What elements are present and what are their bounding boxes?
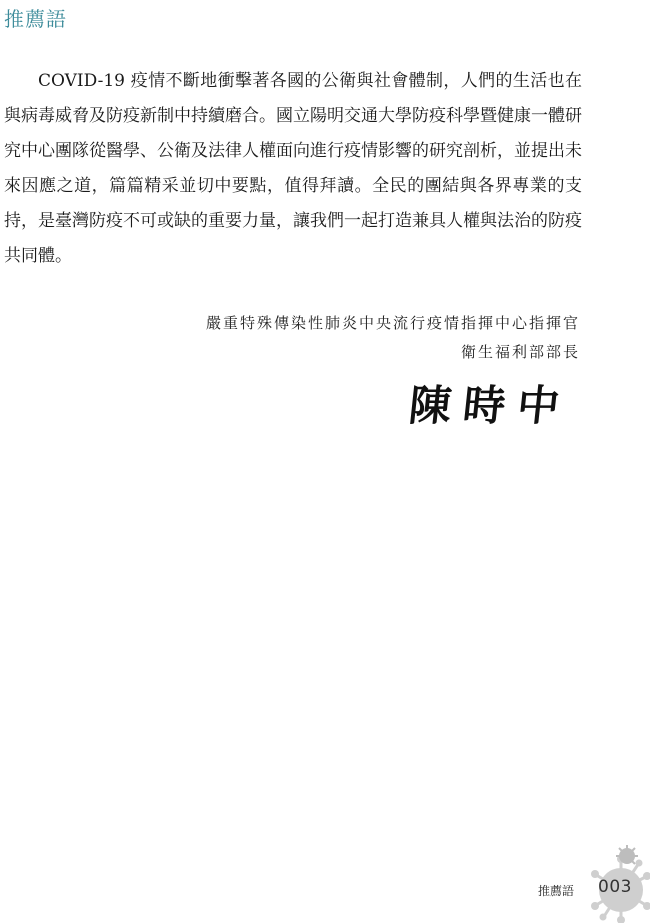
signature-name: 陳時中 xyxy=(406,380,574,430)
signer-title-line-1: 嚴重特殊傳染性肺炎中央流行疫情指揮中心指揮官 xyxy=(205,314,580,332)
handwritten-signature xyxy=(405,370,595,435)
page-number: 003 xyxy=(598,877,632,897)
footer-section-label: 推薦語 xyxy=(538,884,575,898)
section-title: 推薦語 xyxy=(4,7,67,31)
signer-title-line-2: 衛生福利部部長 xyxy=(460,343,580,361)
recommendation-paragraph: COVID-19 疫情不斷地衝擊著各國的公衛與社會體制，人們的生活也在與病毒威脅及防疫新制中持續磨合。國立陽明交通大學防疫科學暨健康一體研究中心團隊從醫學、公衛及法律人權面向進行疫情影響的研究剖析，並提出未來因應之道，篇篇精采並切中要點，值得拜讀。全民的團結與各界專業的支持，是臺灣防疫不可或缺的重要力量，讓我們一起打造兼具人權與法治的防疫共同體。 xyxy=(4,71,582,266)
